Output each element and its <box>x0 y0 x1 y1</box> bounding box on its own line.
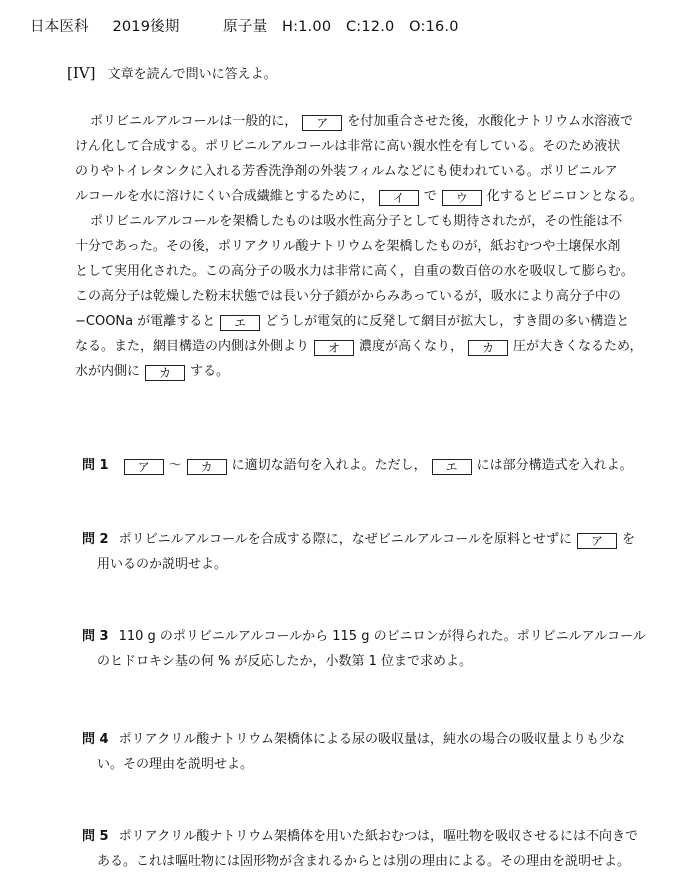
question-text: 〜 <box>168 458 182 473</box>
passage-text: 圧が大きくなるため， <box>513 339 643 354</box>
question-text: ポリアクリル酸ナトリウム架橋体による尿の吸収量は，純水の場合の吸収量よりも少な <box>118 732 626 747</box>
question-label: 問 5 <box>82 829 109 844</box>
atomic-weights: 原子量 H:1.00 C:12.0 O:16.0 <box>223 19 459 35</box>
question-label: 問 4 <box>82 732 109 747</box>
question-line <box>82 627 646 647</box>
blank-a: ア <box>577 533 617 549</box>
question-line: のヒドロキシ基の何 % が反応したか，小数第 1 位まで求めよ。 <box>97 654 473 669</box>
blank-e: エ <box>432 459 472 475</box>
passage-text: 水が内側に <box>75 364 141 379</box>
question-text: には部分構造式を入れよ。 <box>476 458 633 473</box>
school-name: 日本医科 <box>30 19 89 35</box>
question-line: 用いるのか説明せよ。 <box>97 557 228 572</box>
passage-text: 化するとビニロンとなる。 <box>486 189 643 204</box>
passage-text: ポリビニルアルコールは一般的に， <box>90 114 298 129</box>
exam-header <box>30 17 459 37</box>
question-label: 問 2 <box>82 532 109 547</box>
section-number: [IV] <box>67 64 96 82</box>
passage-line <box>75 187 643 207</box>
passage-line <box>75 337 643 357</box>
question-text: を <box>622 532 636 547</box>
passage-text: で <box>423 189 437 204</box>
blank-ka: カ <box>468 340 508 356</box>
passage-line: 十分であった。その後，ポリアクリル酸ナトリウムを架橋したものが，紙おむつや土壌保水剤 <box>75 239 621 254</box>
question-line <box>82 827 638 847</box>
blank-ka: カ <box>187 459 227 475</box>
question-text: に適切な語句を入れよ。ただし， <box>231 458 427 473</box>
blank-i: イ <box>379 190 419 206</box>
passage-text: なる。また，網目構造の内側は外側より <box>75 339 310 354</box>
question-line <box>82 730 625 750</box>
question-label: 問 1 <box>82 458 109 473</box>
blank-o: オ <box>314 340 354 356</box>
passage-line: のりやトイレタンクに入れる芳香洗浄剤の外装フィルムなどにも使われている。ポリビニルア <box>75 164 618 179</box>
passage-line <box>90 112 633 132</box>
passage-line: として実用化された。この高分子の吸水力は非常に高く，自重の数百倍の水を吸収して膨らむ。 <box>75 264 634 279</box>
question-line: い。その理由を説明せよ。 <box>97 757 254 772</box>
question-label: 問 3 <box>82 629 109 644</box>
question-1 <box>82 456 633 476</box>
passage-text: −COONa が電離すると <box>75 314 216 329</box>
passage-line <box>75 312 629 332</box>
passage-text: を付加重合させた後，水酸化ナトリウム水溶液で <box>347 114 634 129</box>
passage-line: ポリビニルアルコールを架橋したものは吸水性高分子としても期待されたが，その性能は不 <box>90 214 623 229</box>
question-line: ある。これは嘔吐物には固形物が含まれるからとは別の理由による。その理由を説明せよ。 <box>97 854 631 869</box>
question-text: ポリビニルアルコールを合成する際に，なぜビニルアルコールを原料とせずに <box>118 532 573 547</box>
question-text: ポリアクリル酸ナトリウム架橋体を用いた紙おむつは，嘔吐物を吸収させるには不向きで <box>118 829 639 844</box>
blank-e: エ <box>220 315 260 331</box>
blank-u: ウ <box>442 190 482 206</box>
blank-ka: カ <box>145 365 185 381</box>
passage-text: どうしが電気的に反発して網目が拡大し，すき間の多い構造と <box>265 314 630 329</box>
passage-text: 濃度が高くなり， <box>359 339 464 354</box>
blank-a: ア <box>124 459 164 475</box>
blank-a: ア <box>302 115 342 131</box>
question-line <box>82 530 635 550</box>
passage-line: けん化して合成する。ポリビニルアルコールは非常に高い親水性を有している。そのため液状 <box>75 139 621 154</box>
passage-line: この高分子は乾燥した粉末状態では長い分子鎖がからみあっているが，吸水により高分子中の <box>75 289 621 304</box>
passage-text: ルコールを水に溶けにくい合成繊維とするために， <box>75 189 374 204</box>
exam-year-term: 2019後期 <box>112 19 180 35</box>
question-text: 110 g のポリビニルアルコールから 115 g のビニロンが得られた。ポリビニルアルコール <box>118 629 646 644</box>
section-heading <box>67 63 277 85</box>
passage-text: する。 <box>190 364 230 379</box>
passage-line <box>75 362 229 382</box>
section-instruction: 文章を読んで問いに答えよ。 <box>107 67 277 82</box>
